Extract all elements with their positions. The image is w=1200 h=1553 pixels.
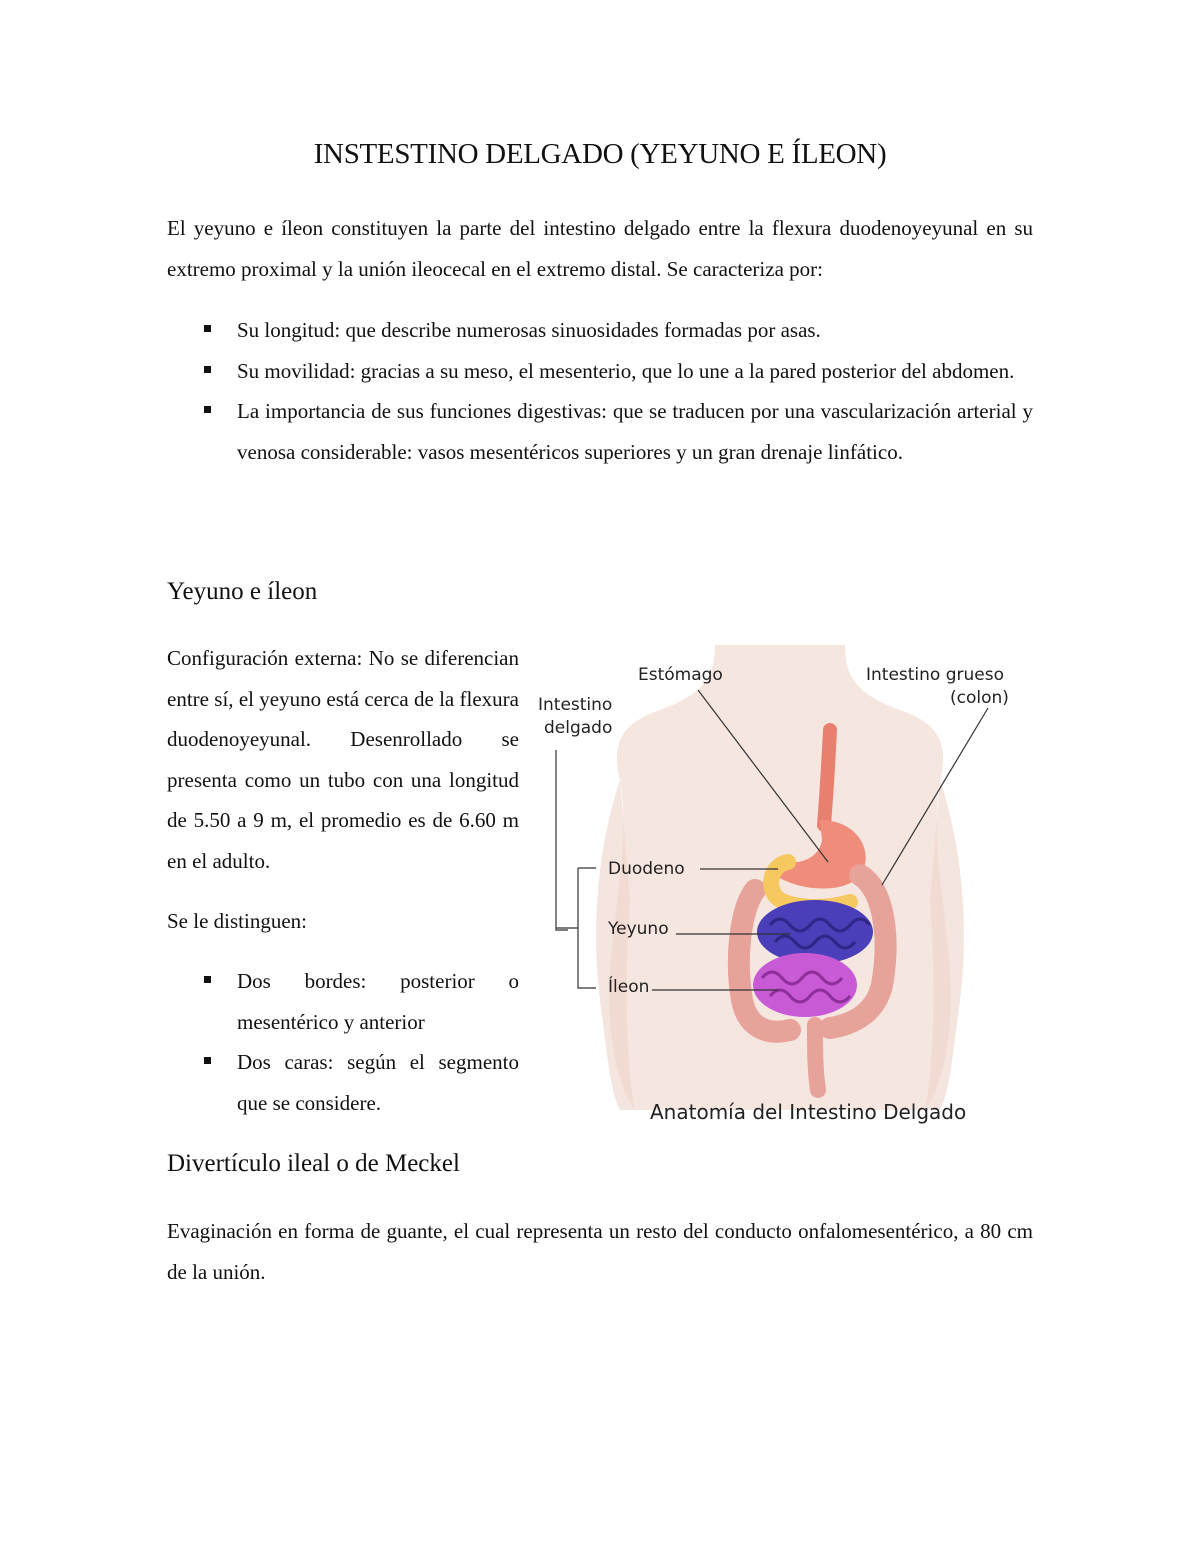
ileum: [753, 953, 857, 1017]
section-heading-yeyuno: Yeyuno e íleon: [167, 578, 318, 605]
label-colon: (colon): [950, 688, 1009, 708]
list-item: Su longitud: que describe numerosas sinuosidades formadas por asas.: [167, 310, 1033, 351]
figure-caption: Anatomía del Intestino Delgado: [650, 1100, 967, 1124]
list-item: Su movilidad: gracias a su meso, el mesenterio, que lo une a la pared posterior del abdomen.: [167, 351, 1033, 392]
label-small-intestine: Intestino: [538, 695, 613, 715]
list-item: La importancia de sus funciones digestivas: que se traducen por una vascularización arterial y venosa considerable: vasos mesentéricos superiores y un gran drenaje linfático.: [167, 391, 1033, 472]
page-title: INSTESTINO DELGADO (YEYUNO E ÍLEON): [313, 138, 887, 170]
section-heading-meckel: Divertículo ileal o de Meckel: [167, 1150, 460, 1177]
config-paragraph: Configuración externa: No se diferencian entre sí, el yeyuno está cerca de la flexura duodenoyeyunal. Desenrollado se presenta como un tubo con una longitud de 5.50 a 9 m, el promedio es de 6.60 m en el adulto.: [167, 646, 519, 873]
distinguish-list: [167, 961, 519, 1123]
label-duodenum: Duodeno: [608, 859, 685, 879]
label-small-intestine-2: delgado: [544, 718, 613, 738]
label-ileum: Íleon: [608, 977, 650, 997]
small-intestine-bracket: [556, 750, 596, 988]
anatomy-figure: [530, 640, 1030, 1130]
label-large-intestine: Intestino grueso: [866, 665, 1005, 685]
label-jejunum: Yeyuno: [608, 919, 669, 939]
label-stomach: Estómago: [638, 665, 723, 685]
rectum: [815, 1025, 818, 1090]
list-item: Dos bordes: posterior o mesentérico y anterior: [167, 961, 519, 1042]
list-item: Dos caras: según el segmento que se considere.: [167, 1042, 519, 1123]
meckel-paragraph: Evaginación en forma de guante, el cual representa un resto del conducto onfalomesentérico, a 80 cm de la unión.: [167, 1219, 1033, 1284]
features-list: [167, 310, 1033, 472]
esophagus: [824, 730, 830, 825]
intro-paragraph: El yeyuno e íleon constituyen la parte del intestino delgado entre la flexura duodenoyeyunal en su extremo proximal y la unión ileocecal en el extremo distal. Se caracteriza por:: [167, 216, 1033, 281]
distinguish-paragraph: Se le distinguen:: [167, 909, 307, 933]
